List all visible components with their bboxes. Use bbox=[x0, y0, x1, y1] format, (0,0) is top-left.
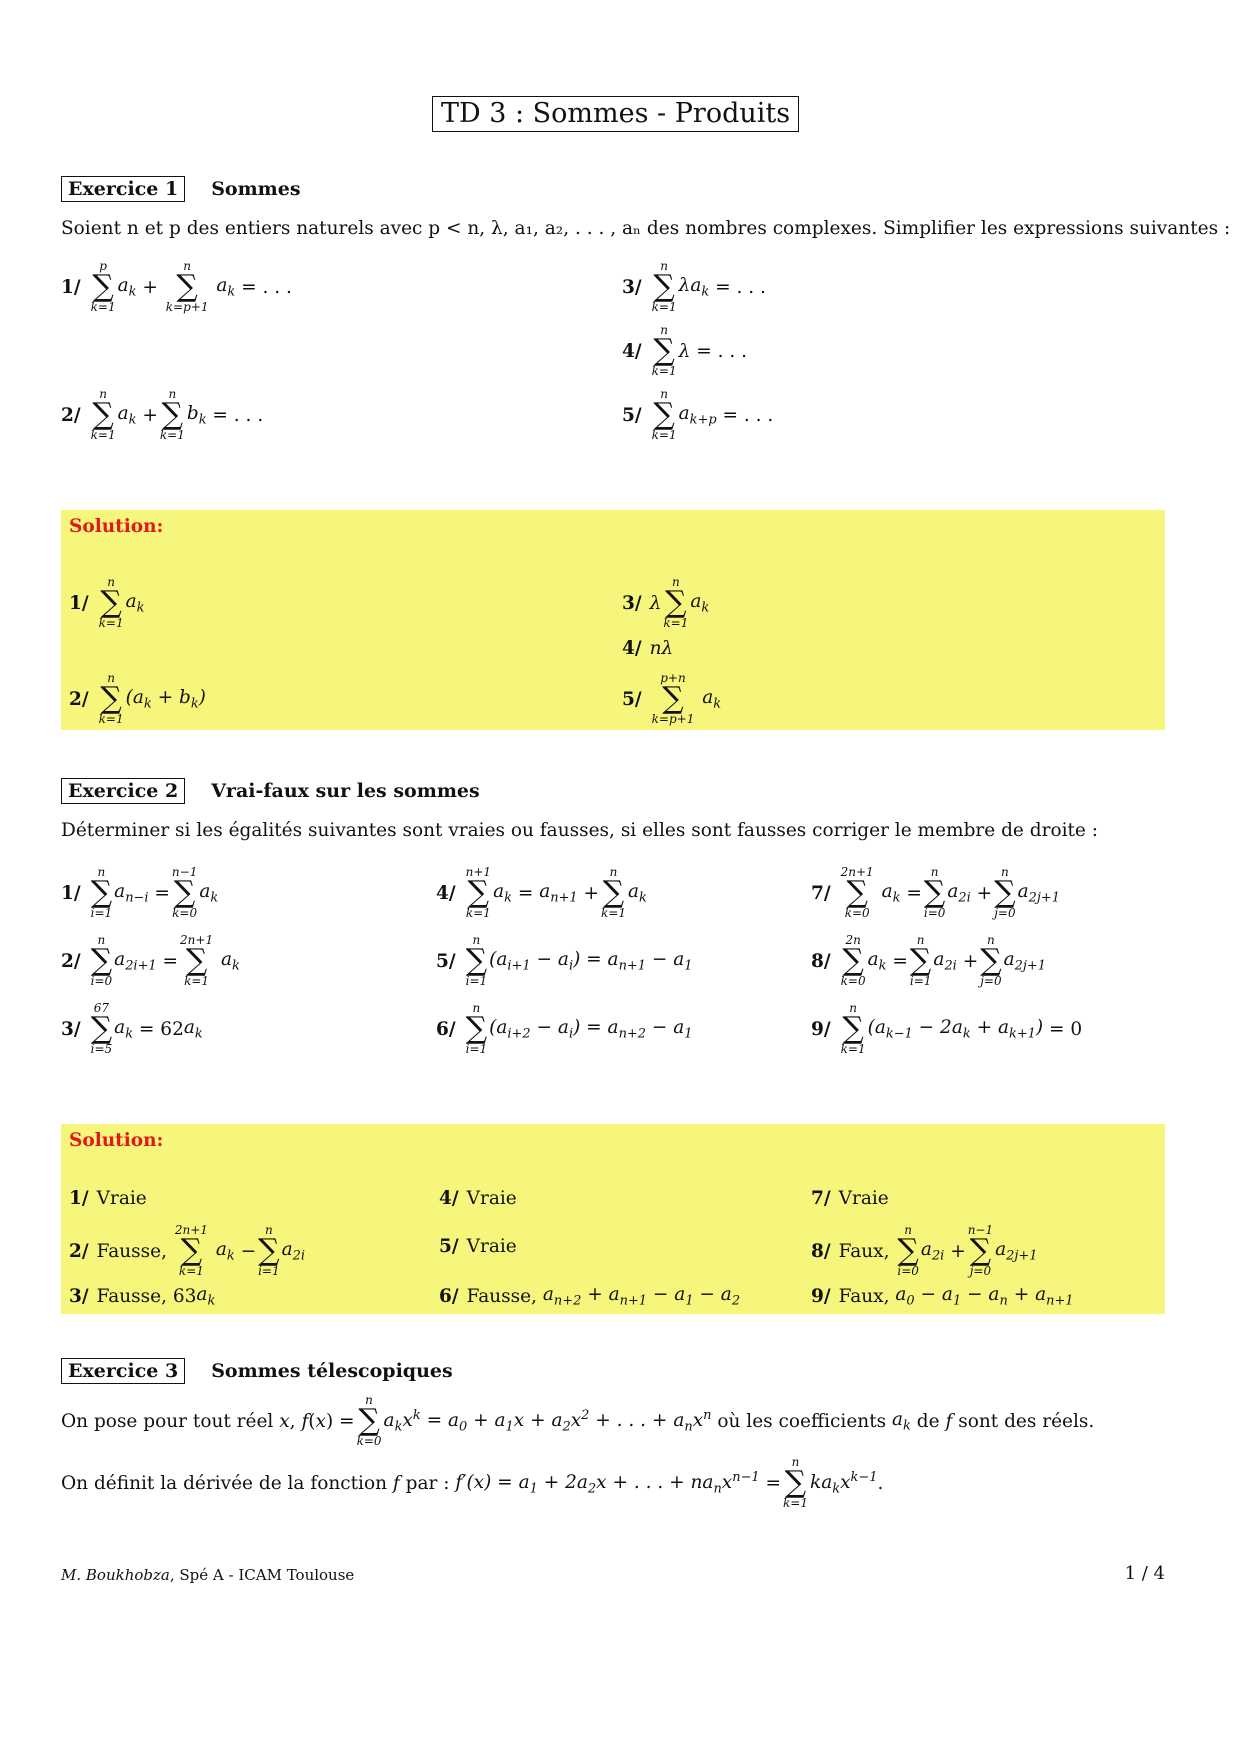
exercise-3-header bbox=[61, 1358, 453, 1384]
footer-institution: , Spé A - ICAM Toulouse bbox=[169, 1566, 355, 1584]
ex2-q7: 7/ 2n+1 ∑ k=0 $a_k$ = n ∑ i=0 $a_{2i}$ + n ∑ j=0 $a_{2j+1}$ bbox=[811, 865, 1060, 920]
exercise-2-label: Exercice 2 bbox=[61, 778, 185, 804]
solution-label: Solution: bbox=[69, 516, 164, 537]
exercise-1-intro: Soient n et p des entiers naturels avec p < n, λ, a₁, a₂, . . . , aₙ des nombres complexes. Simplifier les expressions suivantes : bbox=[61, 218, 1231, 239]
sol2-a6: 6/ Fausse, $a_{n+2} + a_{n+1} - a_1 - a_2$ bbox=[439, 1284, 741, 1309]
ex2-q4: 4/ n+1 ∑ k=1 $a_k$ = $a_{n+1}$ + n ∑ k=1 $a_k$ bbox=[436, 865, 647, 920]
ex1-q2: 2/ n ∑ k=1 $a_k$ + n ∑ k=1 $b_k$ = . . . bbox=[61, 387, 264, 442]
sol2-a1: 1/ Vraie bbox=[69, 1188, 147, 1209]
sol2-a4: 4/ Vraie bbox=[439, 1188, 517, 1209]
ex2-q2: 2/ n ∑ i=0 $a_{2i+1}$ = 2n+1 ∑ k=1 $a_k$ bbox=[61, 933, 240, 988]
exercise-3-title: Sommes télescopiques bbox=[211, 1360, 453, 1382]
exercise-3-label: Exercice 3 bbox=[61, 1358, 185, 1384]
footer-author: M. Boukhobza bbox=[61, 1566, 170, 1584]
exercise-2-title: Vrai-faux sur les sommes bbox=[211, 780, 480, 802]
exercise-3-line-1: On pose pour tout réel x , f ( x ) = n ∑ k=0 $a_kx^k = a_0 + a_1x + a_2x^2$ + . . . + $a_nx^n$ où les coefficients $a_k$ de f sont des réels. bbox=[61, 1393, 1095, 1448]
ex2-q3: 3/ 67 ∑ i=5 $a_k$ = 62 $a_k$ bbox=[61, 1001, 203, 1056]
exercise-2-intro: Déterminer si les égalités suivantes sont vraies ou fausses, si elles sont fausses corriger le membre de droite : bbox=[61, 820, 1098, 841]
sol2-a9: 9/ Faux, $a_0 - a_1 - a_n + a_{n+1}$ bbox=[811, 1284, 1074, 1309]
exercise-2-solution bbox=[61, 1124, 1165, 1314]
sol1-a4: 4/ nλ bbox=[622, 638, 674, 659]
exercise-1-solution bbox=[61, 510, 1165, 730]
ex1-q3: 3/ n ∑ k=1 $\lambda a_k$ = . . . bbox=[622, 259, 766, 314]
ex2-q1: 1/ n ∑ i=1 $a_{n-i}$ = n−1 ∑ k=0 $a_k$ bbox=[61, 865, 219, 920]
exercise-1-label: Exercice 1 bbox=[61, 176, 185, 202]
sol1-a5: 5/ p+n ∑ k=p+1 $a_k$ bbox=[622, 671, 722, 726]
sol2-a5: 5/ Vraie bbox=[439, 1236, 517, 1257]
sol2-a3: 3/ Fausse, 63 $a_k$ bbox=[69, 1284, 216, 1309]
ex2-q8: 8/ 2n ∑ k=0 $a_k$ = n ∑ i=1 $a_{2i}$ + n ∑ j=0 $a_{2j+1}$ bbox=[811, 933, 1046, 988]
exercise-3-line-2: On définit la dérivée de la fonction f par : $f'(x) = a_1 + 2a_2x$ + . . . + $na_nx^{n-1}$ = n ∑ k=1 $ka_kx^{k-1}$ . bbox=[61, 1455, 884, 1510]
sol1-a2: 2/ n ∑ k=1 $(a_k + b_k)$ bbox=[69, 671, 206, 726]
page-number: 1 / 4 bbox=[1124, 1563, 1165, 1584]
ex1-q5: 5/ n ∑ k=1 $a_{k+p}$ = . . . bbox=[622, 387, 774, 442]
ex2-q5: 5/ n ∑ i=1 $(a_{i+1} - a_i) = a_{n+1} - a_1$ bbox=[436, 933, 693, 988]
ex2-q9: 9/ n ∑ k=1 $(a_{k-1} - 2a_k + a_{k+1})$ = 0 bbox=[811, 1001, 1083, 1056]
solution-label: Solution: bbox=[69, 1130, 164, 1151]
sol2-a8: 8/ Faux, n ∑ i=0 $a_{2i}$ + n−1 ∑ j=0 $a_{2j+1}$ bbox=[811, 1223, 1038, 1278]
footer-credit bbox=[61, 1566, 354, 1584]
ex1-q4: 4/ n ∑ k=1 λ = . . . bbox=[622, 323, 748, 378]
ex2-q6: 6/ n ∑ i=1 $(a_{i+2} - a_i) = a_{n+2} - a_1$ bbox=[436, 1001, 693, 1056]
sol2-a2: 2/ Fausse, 2n+1 ∑ k=1 $a_k$ − n ∑ i=1 $a_{2i}$ bbox=[69, 1223, 306, 1278]
ex1-q1: 1/ p ∑ k=1 $a_k$ + n ∑ k=p+1 $a_k$ = . . . bbox=[61, 259, 292, 314]
sol1-a3: 3/ λ n ∑ k=1 $a_k$ bbox=[622, 575, 710, 630]
exercise-2-header bbox=[61, 778, 480, 804]
sol1-a1: 1/ n ∑ k=1 $a_k$ bbox=[69, 575, 145, 630]
exercise-1-title: Sommes bbox=[211, 178, 301, 200]
sol2-a7: 7/ Vraie bbox=[811, 1188, 889, 1209]
exercise-1-header bbox=[61, 176, 301, 202]
page-title: TD 3 : Sommes - Produits bbox=[432, 96, 799, 132]
